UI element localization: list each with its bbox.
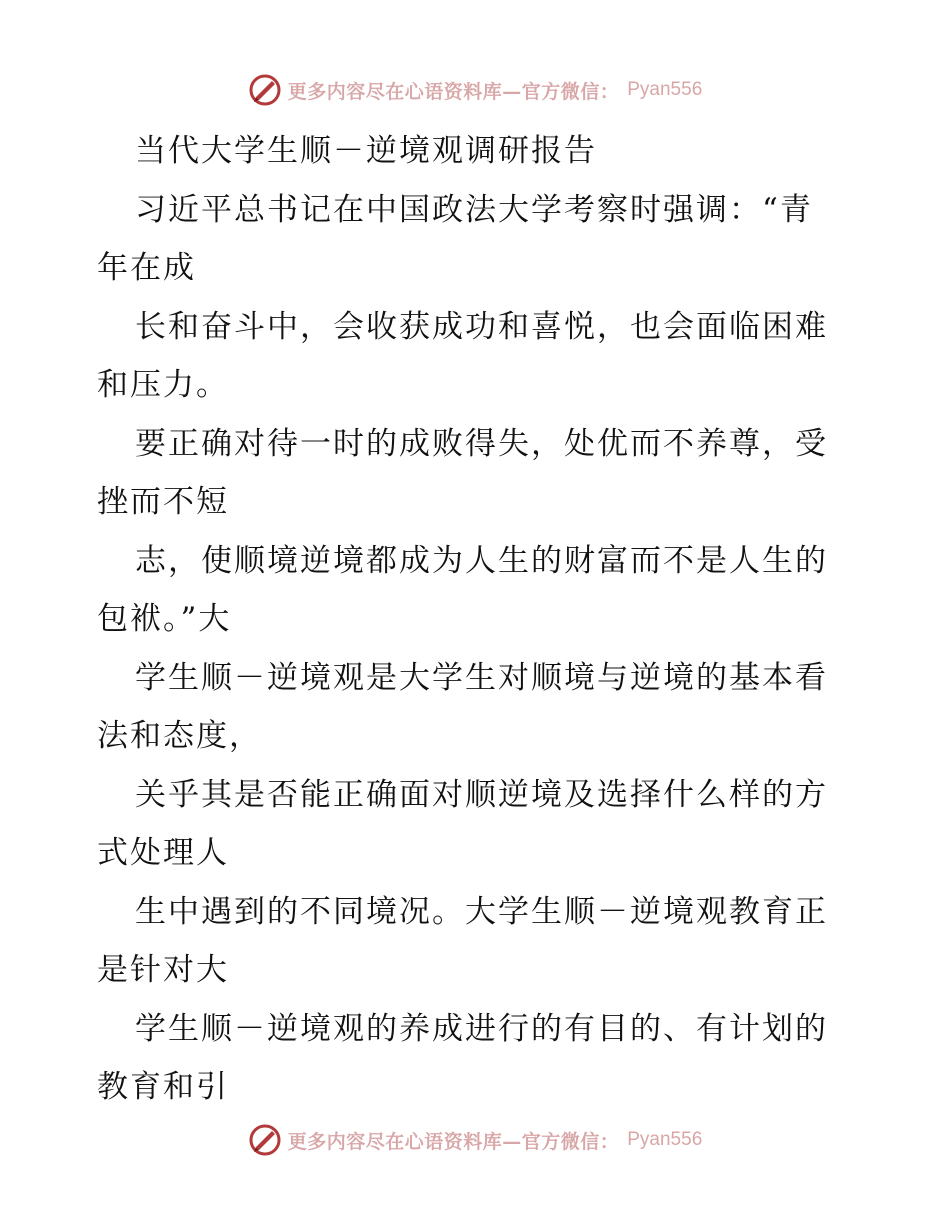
text-line: 志，使顺境逆境都成为人生的财富而不是人生的	[135, 542, 828, 579]
footer-banner-text: 更多内容尽在心语资料库—官方微信：	[287, 1130, 620, 1153]
footer-wechat-id: Pyan556	[627, 1129, 703, 1150]
text-line: 是针对大	[97, 952, 229, 988]
text-line: 和压力。	[97, 367, 229, 403]
text-line: 包袱。”大	[97, 601, 232, 637]
text-line: 年在成	[97, 250, 196, 286]
text-line: 长和奋斗中，会收获成功和喜悦，也会面临困难	[135, 308, 828, 345]
text-line: 教育和引	[97, 1069, 229, 1105]
text-line: 法和态度，	[97, 718, 262, 754]
footer-banner	[0, 1120, 950, 1160]
text-line: 挫而不短	[97, 484, 229, 520]
document-title: 当代大学生顺－逆境观调研报告	[135, 133, 597, 169]
header-banner-text: 更多内容尽在心语资料库—官方微信：	[287, 80, 620, 103]
text-line: 学生顺－逆境观是大学生对顺境与逆境的基本看	[135, 659, 828, 696]
document-body	[97, 122, 857, 1117]
header-banner	[0, 70, 950, 110]
text-line: 生中遇到的不同境况。大学生顺－逆境观教育正	[135, 893, 828, 930]
header-wechat-id: Pyan556	[627, 79, 703, 100]
text-line: 学生顺－逆境观的养成进行的有目的、有计划的	[135, 1010, 828, 1047]
text-line: 习近平总书记在中国政法大学考察时强调：“青	[135, 191, 813, 228]
text-line: 要正确对待一时的成败得失，处优而不养尊，受	[135, 425, 828, 462]
pen-logo-icon	[248, 73, 282, 107]
text-line: 关乎其是否能正确面对顺逆境及选择什么样的方	[135, 776, 828, 813]
pen-logo-icon	[248, 1123, 282, 1157]
text-line: 式处理人	[97, 835, 229, 871]
